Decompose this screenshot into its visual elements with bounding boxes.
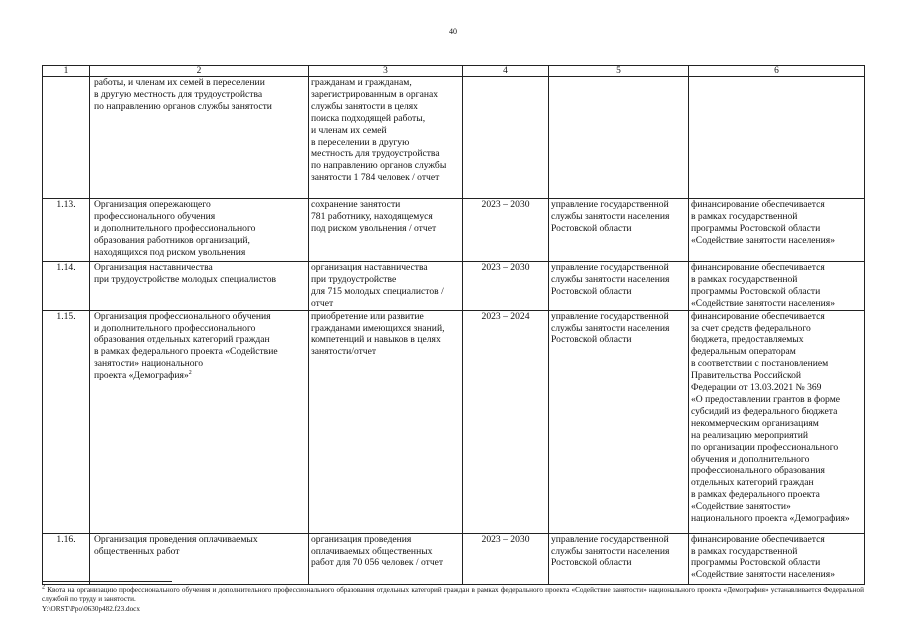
result-cell: сохранение занятости 781 работнику, находящемуся под риском увольнения / отчет [309, 199, 463, 262]
row-number: 1.16. [43, 533, 90, 584]
header-cell: 5 [549, 66, 689, 77]
row-number: 1.14. [43, 262, 90, 311]
result-cell: организация проведения оплачиваемых общественных работ для 70 056 человек / отчет [309, 533, 463, 584]
measure-text: Организация профессионального обучения и дополнительного профессионального образования отдельных категорий граждан в рамках федерального проекта «Содействие занятости» национального проекта «Демография» [94, 310, 278, 382]
table-row [43, 262, 865, 311]
footnote-marker: 2 [42, 584, 45, 591]
row-number [43, 77, 90, 199]
header-cell: 4 [463, 66, 549, 77]
period-cell: 2023 – 2024 [463, 310, 549, 533]
page-number: 40 [449, 27, 457, 36]
funding-cell: финансирование обеспечивается в рамках государственной программы Ростовской области «Содействие занятости населения» [689, 533, 865, 584]
period-cell: 2023 – 2030 [463, 533, 549, 584]
result-cell: организация наставничества при трудоустройстве для 715 молодых специалистов / отчет [309, 262, 463, 311]
row-number: 1.15. [43, 310, 90, 533]
executor-cell: управление государственной службы занятости населения Ростовской области [549, 533, 689, 584]
header-cell: 1 [43, 66, 90, 77]
measure-cell: Организация опережающего профессионального обучения и дополнительного профессионального образования работников организаций, находящихся под риском увольнения [90, 199, 309, 262]
footnote-text: Квота на организацию профессионального обучения и дополнительного профессионального образования отдельных категорий граждан в рамках федерального проекта «Содействие занятости» национального проекта «Демография» устанавливается Федеральной службой по труду и занятости. [42, 586, 864, 604]
funding-cell: финансирование обеспечивается за счет средств федерального бюджета, предоставляемых федеральным операторам в соответствии с постановлением Правительства Российской Федерации от 13.03.2021 № 369 «О предоставлении грантов в форме субсидий из федерального бюджета некоммерческим организациям на реализацию мероприятий по организации профессионального обучения и дополнительного профессионального образования отдельных категорий граждан в рамках федерального проекта «Содействие занятости» национального проекта «Демография» [689, 310, 865, 533]
period-cell: 2023 – 2030 [463, 199, 549, 262]
row-number: 1.13. [43, 199, 90, 262]
funding-cell [689, 77, 865, 199]
header-cell: 2 [90, 66, 309, 77]
result-cell: приобретение или развитие гражданами имеющихся знаний, компетенций и навыков в целях занятости/отчет [309, 310, 463, 533]
table-row [43, 199, 865, 262]
table-row [43, 77, 865, 199]
header-cell: 3 [309, 66, 463, 77]
table-row [43, 533, 865, 584]
period-cell: 2023 – 2030 [463, 262, 549, 311]
executor-cell: управление государственной службы занятости населения Ростовской области [549, 310, 689, 533]
measure-cell: Организация проведения оплачиваемых общественных работ [90, 533, 309, 584]
executor-cell: управление государственной службы занятости населения Ростовской области [549, 199, 689, 262]
executor-cell [549, 77, 689, 199]
result-cell: гражданам и гражданам, зарегистрированным в органах службы занятости в целях поиска подходящей работы, и членам их семей в переселении в другую местность для трудоустройства по направлению органов службы занятости 1 784 человек / отчет [309, 77, 463, 199]
header-cell: 6 [689, 66, 865, 77]
period-cell [463, 77, 549, 199]
measure-cell [90, 310, 309, 533]
footnote-ref: 2 [188, 369, 192, 376]
funding-cell: финансирование обеспечивается в рамках государственной программы Ростовской области «Содействие занятости населения» [689, 199, 865, 262]
footnote-divider [42, 581, 172, 582]
measure-cell: работы, и членам их семей в переселении в другую местность для трудоустройства по направлению органов службы занятости [90, 77, 309, 199]
measures-table [42, 65, 865, 585]
funding-cell: финансирование обеспечивается в рамках государственной программы Ростовской области «Содействие занятости населения» [689, 262, 865, 311]
table-header-row [43, 66, 865, 77]
measure-cell: Организация наставничества при трудоустройстве молодых специалистов [90, 262, 309, 311]
table-row [43, 310, 865, 533]
executor-cell: управление государственной службы занятости населения Ростовской области [549, 262, 689, 311]
file-path: Y:\ORST\Ppo\0630p482.f23.docx [42, 605, 140, 613]
footnote [42, 586, 864, 604]
